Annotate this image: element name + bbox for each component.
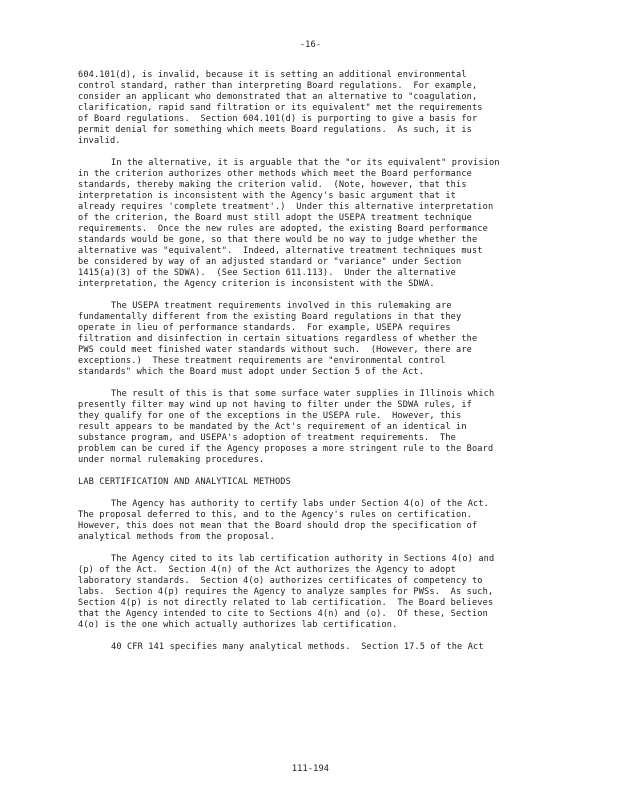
text-line: interpretation, the Agency criterion is inconsistent with the SDWA. — [78, 279, 435, 289]
text-line: be considered by way of an adjusted standard or "variance" under Section — [78, 257, 462, 267]
text-line: standards" which the Board must adopt under Section 5 of the Act. — [78, 367, 425, 377]
text-line: operate in lieu of performance standards. For example, USEPA requires — [78, 323, 451, 333]
text-line: exceptions.) These treatment requirements are "environmental control — [78, 356, 446, 366]
text-line: alternative was "equivalent". Indeed, alternative treatment techniques must — [78, 246, 483, 256]
text-line: clarification, rapid sand filtration or its equivalent" met the requirements — [78, 103, 483, 113]
paragraph — [78, 301, 538, 378]
text-line: The USEPA treatment requirements involved in this rulemaking are — [111, 301, 452, 311]
text-line: result appears to be mandated by the Act's requirement of an identical in — [78, 422, 467, 432]
paragraph — [78, 642, 538, 653]
text-line: of the criterion, the Board must still adopt the USEPA treatment technique — [78, 213, 472, 223]
text-line: Section 4(p) is not directly related to lab certification. The Board believes — [78, 598, 494, 608]
text-line: already requires 'complete treatment'.) Under this alternative interpretation — [78, 202, 494, 212]
text-line: presently filter may wind up not having to filter under the SDWA rules, if — [78, 400, 472, 410]
text-line: The Agency has authority to certify labs under Section 4(o) of the Act. — [111, 499, 489, 509]
text-line: in the criterion authorizes other methods which meet the Board performance — [78, 169, 472, 179]
text-line: consider an applicant who demonstrated that an alternative to "coagulation, — [78, 92, 478, 102]
text-line: problem can be cured if the Agency proposes a more stringent rule to the Board — [78, 444, 494, 454]
text-line: 40 CFR 141 specifies many analytical methods. Section 17.5 of the Act — [111, 642, 484, 652]
text-line: of Board regulations. Section 604.101(d) is purporting to give a basis for — [78, 114, 478, 124]
text-line: analytical methods from the proposal. — [78, 532, 275, 542]
text-line: 604.101(d), is invalid, because it is setting an additional environmental — [78, 70, 467, 80]
text-line: fundamentally different from the existing Board regulations in that they — [78, 312, 462, 322]
text-line: they qualify for one of the exceptions in the USEPA rule. However, this — [78, 411, 462, 421]
text-line: under normal rulemaking procedures. — [78, 455, 265, 465]
text-line: 1415(a)(3) of the SDWA). (See Section 611.113). Under the alternative — [78, 268, 456, 278]
text-line: standards would be gone, so that there would be no way to judge whether the — [78, 235, 478, 245]
page-footer: 111-194 — [291, 764, 330, 774]
text-line: permit denial for something which meets Board regulations. As such, it is — [78, 125, 472, 135]
paragraph — [78, 499, 538, 543]
text-line: The result of this is that some surface water supplies in Illinois which — [111, 389, 495, 399]
text-line: invalid. — [78, 136, 121, 146]
text-line: The Agency cited to its lab certification authority in Sections 4(o) and — [111, 554, 495, 564]
text-line: (p) of the Act. Section 4(n) of the Act authorizes the Agency to adopt — [78, 565, 456, 575]
text-line: standards, thereby making the criterion valid. (Note, however, that this — [78, 180, 467, 190]
text-line: interpretation is inconsistent with the Agency's basic argument that it — [78, 191, 456, 201]
paragraph-group-bottom — [78, 499, 538, 653]
paragraph-group-top — [78, 70, 538, 466]
text-line: substance program, and USEPA's adoption of treatment requirements. The — [78, 433, 456, 443]
text-line: that the Agency intended to cite to Sections 4(n) and (o). Of these, Section — [78, 609, 488, 619]
text-line: control standard, rather than interpreting Board regulations. For example, — [78, 81, 478, 91]
text-line: requirements. Once the new rules are adopted, the existing Board performance — [78, 224, 488, 234]
text-line: filtration and disinfection in certain situations regardless of whether the — [78, 334, 478, 344]
text-line: laboratory standards. Section 4(o) authorizes certificates of competency to — [78, 576, 483, 586]
body-text — [78, 70, 538, 664]
text-line: In the alternative, it is arguable that the "or its equivalent" provision — [111, 158, 500, 168]
text-line: However, this does not mean that the Board should drop the specification of — [78, 521, 478, 531]
text-line: 4(o) is the one which actually authorizes lab certification. — [78, 620, 398, 630]
paragraph — [78, 158, 538, 290]
paragraph — [78, 70, 538, 147]
text-line: The proposal deferred to this, and to the Agency's rules on certification. — [78, 510, 472, 520]
paragraph — [78, 554, 538, 631]
paragraph — [78, 389, 538, 466]
text-line: PWS could meet finished water standards without such. (However, there are — [78, 345, 472, 355]
page-number: -16- — [299, 40, 322, 50]
section-heading: LAB CERTIFICATION AND ANALYTICAL METHODS — [78, 477, 291, 487]
text-line: labs. Section 4(p) requires the Agency to analyze samples for PWSs. As such, — [78, 587, 494, 597]
